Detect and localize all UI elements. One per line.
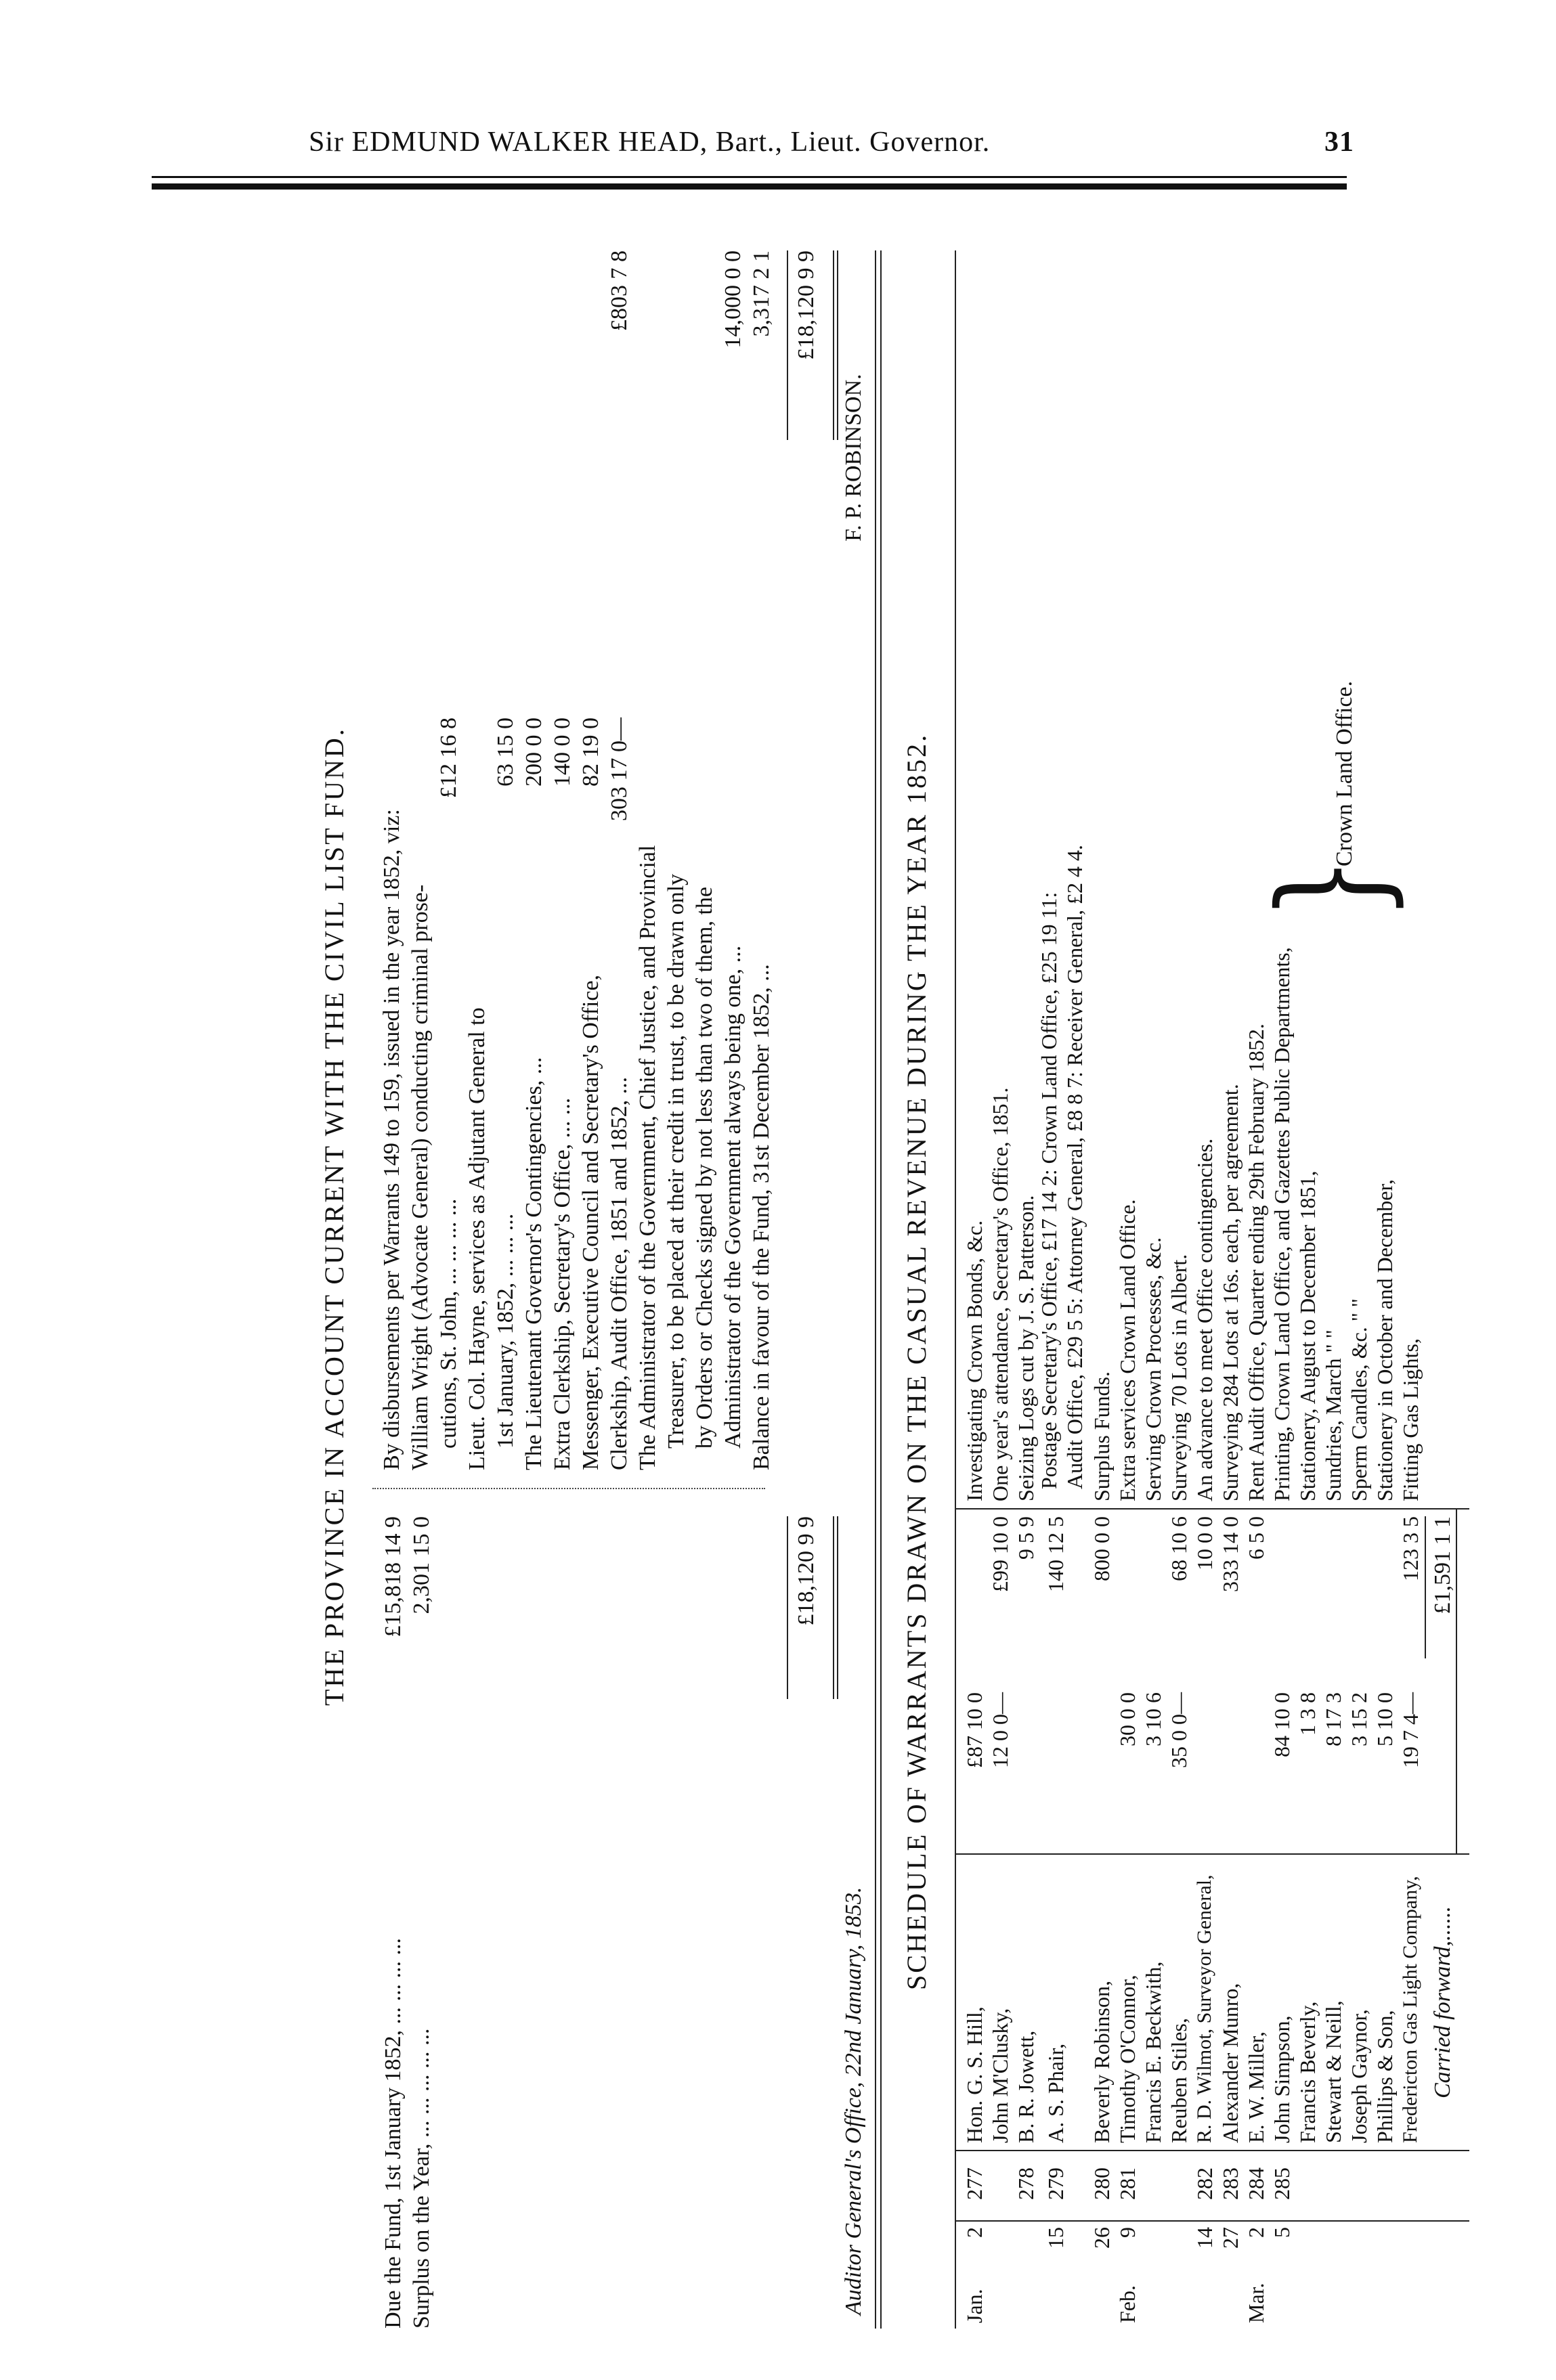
signature: F. P. ROBINSON. — [841, 374, 866, 542]
credit-sub-amount: 63 15 0 — [493, 718, 518, 787]
row-purpose: Investigating Crown Bonds, &c. — [962, 1220, 987, 1501]
row-amount-1: 12 0 0— — [988, 1692, 1012, 1768]
carried-forward-total: £1,591 1 1 — [1430, 1516, 1455, 1614]
debit-total-rule — [787, 1516, 788, 1699]
schedule-col-rule-name — [955, 1853, 1469, 1855]
row-day: 5 — [1270, 2227, 1294, 2238]
row-amount-2: 333 14 0 — [1218, 1516, 1242, 1592]
credit-line: The Administrator of the Government, Chief Justice, and Provincial — [635, 845, 660, 1470]
row-amount-1: 84 10 0 — [1270, 1692, 1294, 1757]
credit-sub-amount: 140 0 0 — [550, 718, 575, 787]
row-name: Fredericton Gas Light Company, — [1399, 1876, 1421, 2143]
row-purpose: Stationery, August to December 1851, — [1295, 1170, 1320, 1501]
row-day: 14 — [1192, 2227, 1217, 2249]
row-amount-2: 68 10 6 — [1167, 1516, 1191, 1581]
credit-line: Lieut. Col. Hayne, services as Adjutant General to — [464, 1007, 490, 1470]
credit-line: Messenger, Executive Council and Secretary's Office, — [578, 974, 603, 1470]
row-number: 284 — [1244, 2167, 1268, 2200]
row-purpose: Sperm Candles, &c. " " — [1347, 1298, 1371, 1501]
brace-label: Crown Land Office. — [1332, 680, 1357, 866]
row-name: Francis E. Beckwith, — [1141, 1961, 1165, 2143]
row-amount-2: 140 12 5 — [1043, 1516, 1068, 1592]
credit-line: Administrator of the Government always being one, ... — [720, 945, 745, 1449]
row-purpose: Seizing Logs cut by J. S. Patterson. — [1014, 1195, 1038, 1501]
page-number: 31 — [1324, 127, 1354, 158]
row-name: R. D. Wilmot, Surveyor General, — [1193, 1874, 1215, 2143]
office-date: Auditor General's Office, 22nd January, 1853. — [841, 1887, 866, 2315]
credit-sub-amount: £12 16 8 — [436, 718, 461, 798]
row-name: Reuben Stiles, — [1167, 2018, 1191, 2143]
carried-forward-label: Carried forward,...... — [1430, 1905, 1455, 2098]
running-head-title: Sir EDMUND WALKER HEAD, Bart., Lieut. Governor. — [309, 127, 991, 158]
credit-line: The Lieutenant Governor's Contingencies, ... — [521, 1057, 546, 1470]
row-month: Jan. — [962, 2289, 987, 2323]
row-number: 282 — [1192, 2167, 1217, 2200]
row-amount-1: 30 0 0 — [1115, 1692, 1140, 1746]
row-amount-1: 5 10 0 — [1373, 1692, 1397, 1746]
header-rule — [152, 176, 1347, 190]
row-amount-1: 1 3 8 — [1295, 1692, 1320, 1736]
row-number: 277 — [962, 2167, 987, 2200]
row-purpose: Postage Secretary's Office, £17 14 2: Crown Land Office, £25 19 11: — [1037, 891, 1061, 1489]
row-day: 2 — [1244, 2227, 1268, 2238]
row-name: B. R. Jowett, — [1014, 2030, 1038, 2143]
credit-amount: 3,317 2 1 — [749, 250, 774, 337]
row-name: Francis Beverly, — [1295, 2001, 1320, 2143]
row-amount-1: 8 17 3 — [1321, 1692, 1345, 1746]
credit-sub-amount: 82 19 0 — [578, 718, 603, 787]
debit-line-2: Surplus on the Year, ... ... ... ... ... — [409, 2028, 434, 2329]
row-purpose: One year's attendance, Secretary's Office, 1851. — [988, 1087, 1012, 1501]
schedule-top-rule — [955, 250, 956, 2329]
row-number: 285 — [1270, 2167, 1294, 2200]
debit-total: £18,120 9 9 — [794, 1516, 819, 1626]
row-name: A. S. Phair, — [1043, 2043, 1068, 2143]
row-amount-2: 9 5 9 — [1014, 1516, 1038, 1560]
row-amount-2: 10 0 0 — [1192, 1516, 1217, 1570]
credit-sub-amount: 303 17 0— — [607, 718, 632, 821]
row-day: 9 — [1115, 2227, 1140, 2238]
row-amount-1: 35 0 0— — [1167, 1692, 1191, 1768]
credit-line: Clerkship, Audit Office, 1851 and 1852, ... — [607, 1076, 632, 1470]
row-month: Mar. — [1244, 2283, 1268, 2323]
row-amount-2: 6 5 0 — [1244, 1516, 1268, 1560]
schedule-col-rule-date — [955, 2220, 1469, 2222]
row-number: 279 — [1043, 2167, 1068, 2200]
row-amount-2: 800 0 0 — [1089, 1516, 1114, 1581]
row-purpose: Fitting Gas Lights, — [1398, 1338, 1423, 1501]
credit-line: 1st January, 1852, ... ... ... — [493, 1213, 518, 1449]
credit-line: By disbursements per Warrants 149 to 159, issued in the year 1852, viz: — [379, 809, 404, 1470]
carried-total-rule — [1425, 1516, 1426, 1658]
credit-line: Treasurer, to be placed at their credit in trust, to be drawn only — [664, 873, 689, 1449]
row-day: 2 — [962, 2227, 987, 2238]
row-purpose: Sundries, March " " — [1321, 1329, 1345, 1501]
row-purpose: An advance to meet Office contingencies. — [1192, 1138, 1217, 1501]
credit-total-double-rule — [833, 250, 838, 440]
account-divider — [372, 1488, 765, 1489]
debit-amount-1: £15,818 14 9 — [381, 1516, 406, 1637]
row-name: Phillips & Son, — [1373, 2010, 1397, 2143]
credit-line: by Orders or Checks signed by not less than two of them, the — [692, 886, 717, 1449]
row-number: 281 — [1115, 2167, 1140, 2200]
row-name: Timothy O'Connor, — [1115, 1975, 1140, 2143]
row-day: 27 — [1218, 2227, 1242, 2249]
row-amount-2: £99 10 0 — [988, 1516, 1012, 1592]
row-name: Alexander Munro, — [1218, 1983, 1242, 2143]
row-purpose-continued: Audit Office, £29 5 5: Attorney General, £8 8 7: Receiver General, £2 4 4. — [1062, 844, 1087, 1489]
schedule-bottom-rule — [1456, 1509, 1457, 1855]
debit-total-double-rule — [833, 1516, 838, 1699]
running-head — [309, 126, 1392, 164]
row-name: Joseph Gaynor, — [1347, 2009, 1371, 2143]
row-purpose: Surveying 70 Lots in Albert. — [1167, 1254, 1191, 1501]
debit-amount-2: 2,301 15 0 — [409, 1516, 434, 1614]
row-number: 278 — [1014, 2167, 1038, 2200]
row-day: 26 — [1089, 2227, 1114, 2249]
account-title: THE PROVINCE IN ACCOUNT CURRENT WITH THE CIVIL LIST FUND. — [319, 727, 349, 1706]
row-purpose: Rent Audit Office, Quarter ending 29th February 1852. — [1244, 1023, 1268, 1501]
row-number: 280 — [1089, 2167, 1114, 2200]
credit-line: Balance in favour of the Fund, 31st December 1852, ... — [749, 964, 774, 1470]
credit-line: William Wright (Advocate General) conducting criminal prose- — [408, 884, 433, 1470]
row-amount-2: 123 3 5 — [1398, 1516, 1423, 1581]
row-month: Feb. — [1115, 2285, 1140, 2323]
row-name: E. W. Miller, — [1244, 2031, 1268, 2143]
credit-amount: £803 7 8 — [607, 250, 632, 331]
row-name: John Simpson, — [1270, 2015, 1294, 2143]
credit-line: cutions, St. John, ... ... ... ... — [436, 1198, 461, 1449]
brace-icon: } — [1249, 856, 1414, 921]
credit-amount: 14,000 0 0 — [720, 250, 745, 349]
row-number: 283 — [1218, 2167, 1242, 2200]
row-amount-1: 3 10 6 — [1141, 1692, 1165, 1746]
row-name: Beverly Robinson, — [1089, 1981, 1114, 2143]
debit-line-1: Due the Fund, 1st January 1852, ... ... ... ... — [381, 1937, 406, 2329]
credit-total: £18,120 9 9 — [794, 250, 819, 360]
row-amount-1: £87 10 0 — [962, 1692, 987, 1768]
credit-sub-amount: 200 0 0 — [521, 718, 546, 787]
row-purpose: Extra services Crown Land Office. — [1115, 1199, 1140, 1501]
row-purpose: Surplus Funds. — [1089, 1371, 1114, 1501]
section-rule-1 — [875, 250, 876, 2329]
credit-line: Extra Clerkship, Secretary's Office, ... ... — [550, 1097, 575, 1470]
row-purpose: Surveying 284 Lots at 16s. each, per agreement. — [1218, 1084, 1242, 1501]
schedule-title: SCHEDULE OF WARRANTS DRAWN ON THE CASUAL REVENUE DURING THE YEAR 1852. — [901, 732, 932, 1990]
row-purpose: Serving Crown Processes, &c. — [1141, 1237, 1165, 1501]
row-name: Stewart & Neill, — [1321, 2000, 1345, 2143]
row-amount-1: 19 7 4— — [1398, 1692, 1423, 1768]
row-day: 15 — [1043, 2227, 1068, 2249]
section-rule-2 — [880, 250, 882, 2329]
schedule-col-rule-amount — [955, 1508, 1469, 1509]
row-amount-1: 3 15 2 — [1347, 1692, 1371, 1746]
schedule-col-rule-no — [955, 2150, 1469, 2151]
rotated-page-body — [156, 210, 1456, 2329]
credit-total-rule — [787, 250, 788, 440]
row-name: Hon. G. S. Hill, — [962, 2006, 987, 2143]
row-name: John M'Clusky, — [988, 2008, 1012, 2143]
row-purpose: Stationery in October and December, — [1373, 1179, 1397, 1501]
row-purpose: Printing, Crown Land Office, and Gazettes Public Departments, — [1270, 947, 1294, 1501]
